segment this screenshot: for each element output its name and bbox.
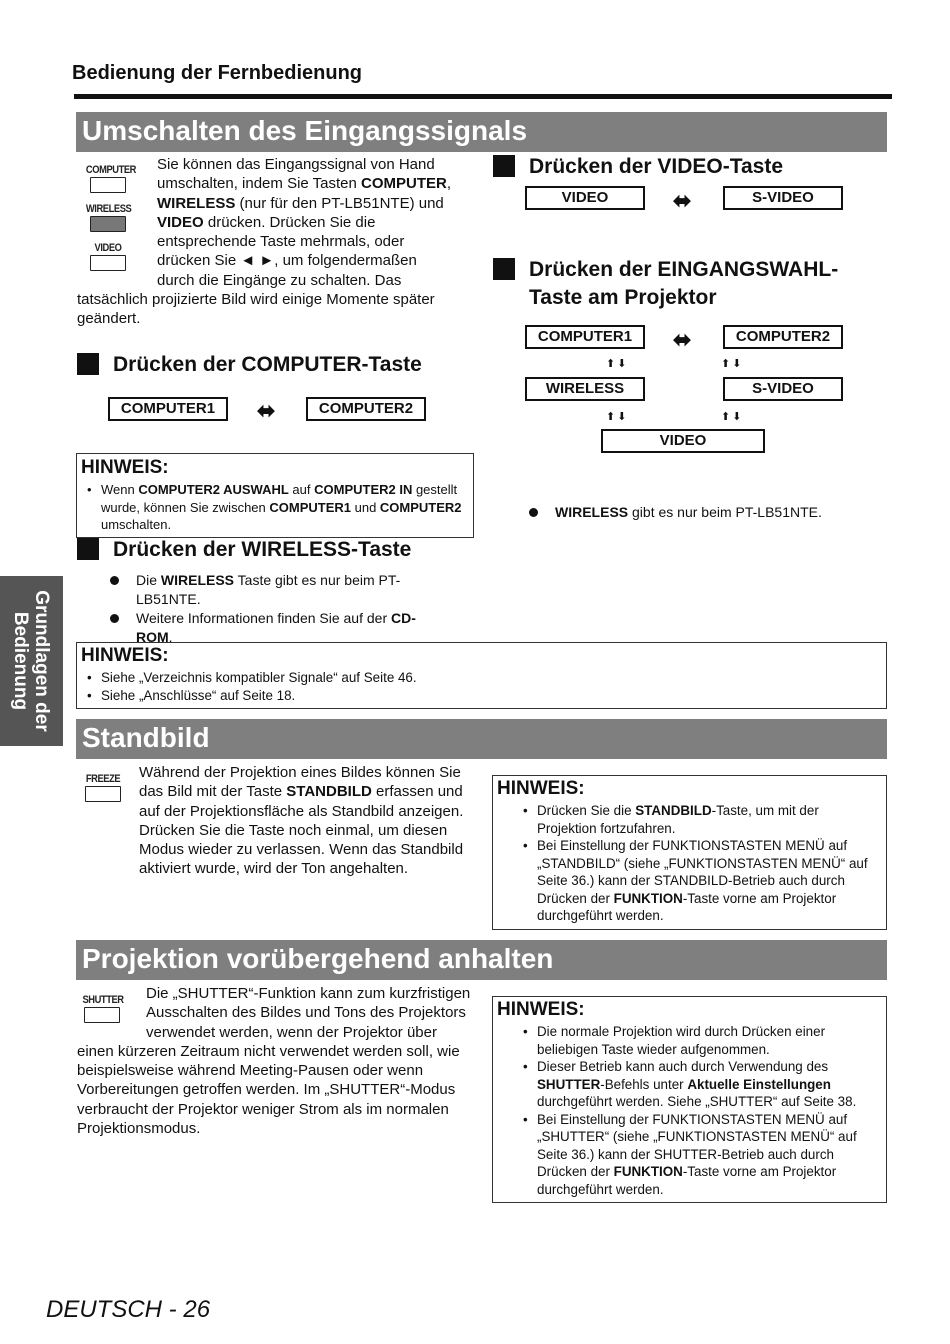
flow-computer1: COMPUTER1	[525, 325, 645, 349]
note-computer2: HINWEIS: • Wenn COMPUTER2 AUSWAHL auf COMPUTER2 IN gestellt wurde, können Sie zwischen COMPUTER1 und COMPUTER2 umschalten.	[76, 453, 474, 538]
up-down-arrow-icon: ⬆⬇	[721, 411, 744, 423]
left-right-arrow-icon: ⬌	[257, 398, 276, 423]
flow-computer2: COMPUTER2	[306, 397, 426, 421]
left-right-arrow-icon: ⬌	[673, 188, 692, 213]
section-title-shutter: Projektion vorübergehend anhalten	[76, 940, 887, 980]
freeze-paragraph: Während der Projektion eines Bildes können Sie das Bild mit der Taste STANDBILD erfassen und auf der Projektionsfläche als Standbild anzeigen. Drücken Sie die Taste noch einmal, um diesen Modus wieder zu verlassen. Wenn das Standbild aktiviert wurde, wird der Ton angehalten.	[139, 764, 464, 878]
wireless-bullets	[106, 571, 436, 647]
freeze-key-icon: FREEZE	[80, 773, 126, 802]
computer-key-heading: Drücken der COMPUTER-Taste	[77, 351, 422, 379]
wireless-key-icon: WIRELESS	[82, 203, 134, 232]
video-key-icon: VIDEO	[82, 242, 134, 271]
section-title-freeze: Standbild	[76, 719, 887, 759]
flow-computer2: COMPUTER2	[723, 325, 843, 349]
list-item: WIRELESS gibt es nur beim PT-LB51NTE.	[525, 503, 865, 522]
list-item: Weitere Informationen finden Sie auf der CD-ROM.	[106, 609, 436, 647]
note-item: • Dieser Betrieb kann auch durch Verwendung des SHUTTER-Befehls unter Aktuelle Einstellungen durchgeführt werden. Siehe „SHUTTER“ auf Seite 38.	[517, 1058, 882, 1111]
left-right-arrow-icon: ⬌	[673, 327, 692, 352]
header-rule	[74, 94, 892, 99]
flow-s-video: S-VIDEO	[723, 186, 843, 210]
note-item: • Bei Einstellung der FUNKTIONSTASTEN MENÜ auf „STANDBILD“ (siehe „FUNKTIONSTASTEN MENÜ“ auf Seite 36.) kann der STANDBILD-Betrieb auch durch Drücken der FUNKTION-Taste vorne am Projektor durchgeführt werden.	[517, 837, 882, 925]
video-key-heading: Drücken der VIDEO-Taste	[493, 153, 783, 181]
note-item: • Die normale Projektion wird durch Drücken einer beliebigen Taste wieder aufgenommen.	[517, 1023, 882, 1058]
note-item: • Wenn COMPUTER2 AUSWAHL auf COMPUTER2 IN gestellt wurde, können Sie zwischen COMPUTER1 und COMPUTER2 umschalten.	[81, 481, 469, 534]
flow-wireless: WIRELESS	[525, 377, 645, 401]
input-select-heading: Drücken der EINGANGSWAHL- Taste am Projektor	[493, 256, 838, 312]
flow-video: VIDEO	[525, 186, 645, 210]
flow-s-video: S-VIDEO	[723, 377, 843, 401]
side-tab-label: Grundlagen der Bedienung	[10, 590, 52, 732]
note-freeze: HINWEIS: • Drücken Sie die STANDBILD-Taste, um mit der Projektion fortzufahren. • Bei Einstellung der FUNKTIONSTASTEN MENÜ auf „STANDBILD“ (siehe „FUNKTIONSTASTEN MENÜ“ auf Seite 36.) kann der STANDBILD-Betrieb auch durch Drücken der FUNKTION-Taste vorne am Projektor durchgeführt werden.	[492, 775, 887, 930]
flow-video: VIDEO	[601, 429, 765, 453]
note-item: • Siehe „Verzeichnis kompatibler Signale“ auf Seite 46.	[81, 669, 882, 687]
note-shutter: HINWEIS: • Die normale Projektion wird durch Drücken einer beliebigen Taste wieder aufgenommen. • Dieser Betrieb kann auch durch Verwendung des SHUTTER-Befehls unter Aktuelle Einstellungen durchgeführt werden. Siehe „SHUTTER“ auf Seite 38. • Bei Einstellung der FUNKTIONSTASTEN MENÜ auf „SHUTTER“ (siehe „FUNKTIONSTASTEN MENÜ“ auf Seite 36.) kann der SHUTTER-Betrieb auch durch Drücken der FUNKTION-Taste vorne am Projektor durchgeführt werden.	[492, 996, 887, 1203]
up-down-arrow-icon: ⬆⬇	[606, 411, 629, 423]
list-item: Die WIRELESS Taste gibt es nur beim PT-LB51NTE.	[106, 571, 436, 609]
input-select-bullets	[525, 503, 865, 522]
intro-paragraph-bottom: tatsächlich projizierte Bild wird einige Momente später geändert.	[77, 291, 435, 328]
section-title-input-switch: Umschalten des Eingangssignals	[76, 112, 887, 152]
intro-paragraph-top: Sie können das Eingangssignal von Hand umschalten, indem Sie Tasten COMPUTER, WIRELESS (nur für den PT-LB51NTE) und VIDEO drücken. Drücken Sie die entsprechende Taste mehrmals, oder drücken Sie ◄ ►, um folgendermaßen durch die Eingänge zu schalten. Das	[157, 156, 452, 289]
shutter-key-icon: SHUTTER	[79, 994, 125, 1023]
shutter-paragraph: Die „SHUTTER“-Funktion kann zum kurzfristigen Ausschalten des Bildes und Tons des Projektors verwendet werden, wenn der Projektor über einen kürzeren Zeitraum nicht verwendet werden soll, wie beispielsweise während Meeting-Pausen oder wenn Vorbereitungen getroffen werden. Im „SHUTTER“-Modus verbraucht der Projektor weniger Strom als im normalen Projektionsmodus.	[77, 985, 471, 1138]
note-item: • Drücken Sie die STANDBILD-Taste, um mit der Projektion fortzufahren.	[517, 802, 882, 837]
note-references: HINWEIS: • Siehe „Verzeichnis kompatibler Signale“ auf Seite 46. • Siehe „Anschlüsse“ auf Seite 18.	[76, 642, 887, 709]
up-down-arrow-icon: ⬆⬇	[606, 358, 629, 370]
flow-computer1: COMPUTER1	[108, 397, 228, 421]
page-footer: DEUTSCH - 26	[46, 1296, 211, 1323]
computer-key-icon: COMPUTER	[82, 164, 134, 193]
page-header: Bedienung der Fernbedienung	[72, 62, 363, 84]
note-item: • Bei Einstellung der FUNKTIONSTASTEN MENÜ auf „SHUTTER“ (siehe „FUNKTIONSTASTEN MENÜ“ auf Seite 36.) kann der SHUTTER-Betrieb auch durch Drücken der FUNKTION-Taste vorne am Projektor durchgeführt werden.	[517, 1111, 882, 1199]
up-down-arrow-icon: ⬆⬇	[721, 358, 744, 370]
note-item: • Siehe „Anschlüsse“ auf Seite 18.	[81, 687, 882, 705]
wireless-key-heading: Drücken der WIRELESS-Taste	[77, 536, 411, 564]
